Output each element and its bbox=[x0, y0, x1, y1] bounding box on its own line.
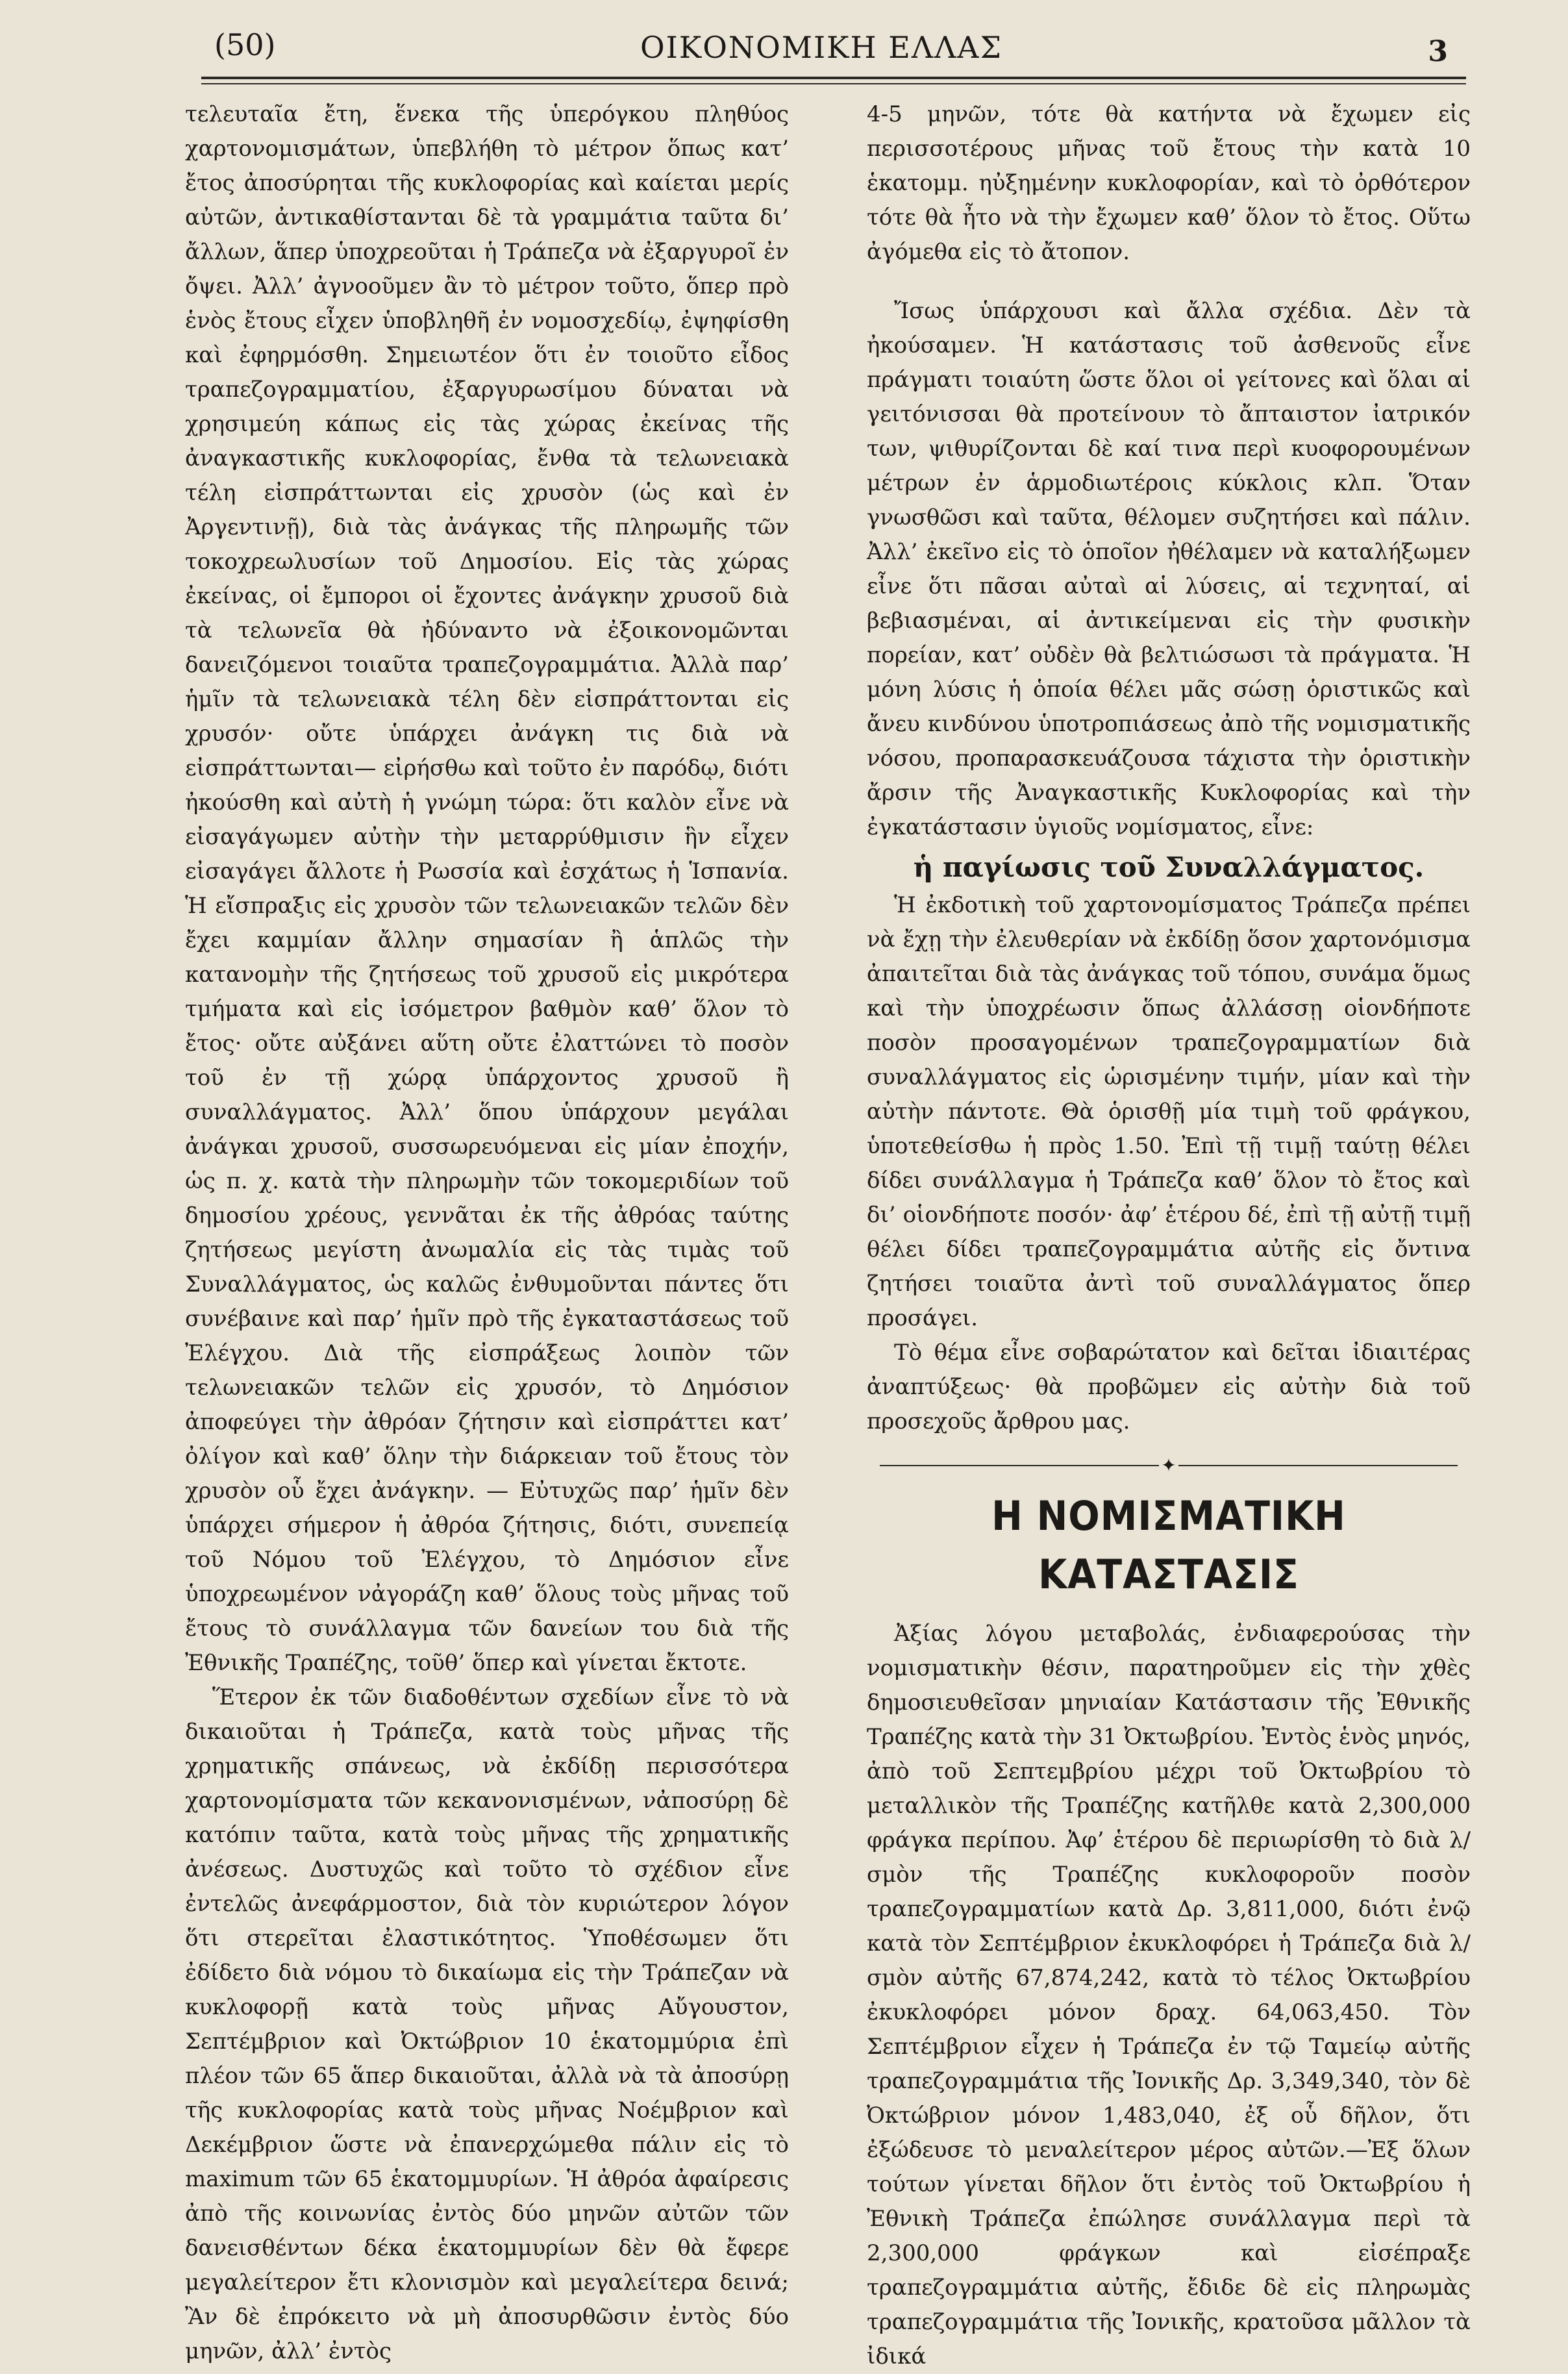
page-number: 3 bbox=[1428, 35, 1448, 68]
left-paragraph-2: Ἕτερον ἐκ τῶν διαδοθέντων σχεδίων εἶνε τὸ νὰ δικαιοῦται ἡ Τράπεζα, κατὰ τοὺς μῆνας τῆς χρηματικῆς σπάνεως, νὰ ἐκδίδῃ περισσότερα χαρτονομίσματα τῶν κεκανονισμένων, νἀποσύρῃ δὲ κατόπιν ταῦτα, κατὰ τοὺς μῆνας τῆς χρηματικῆς ἀνέσεως. Δυστυχῶς καὶ τοῦτο τὸ σχέδιον εἶνε ἐντελῶς ἀνεφάρμοστον, διὰ τὸν κυριώτερον λόγον ὅτι στερεῖται ἐλαστικότητος. Ὑποθέσωμεν ὅτι ἐδίδετο διὰ νόμου τὸ δικαίωμα εἰς τὴν Τράπεζαν νὰ κυκλοφορῇ κατὰ τοὺς μῆνας Αὔγουστον, Σεπτέμβριον καὶ Ὀκτώβριον 10 ἑκατομμύρια ἐπὶ πλέον τῶν 65 ἅπερ δικαιοῦται, ἀλλὰ νὰ τὰ ἀποσύρῃ τῆς κυκλοφορίας κατὰ τοὺς μῆνας Νοέμβριον καὶ Δεκέμβριον ὥστε νὰ ἐπανερχώμεθα πάλιν εἰς τὸ maximum τῶν 65 ἑκατομμυρίων. Ἡ ἀθρόα ἀφαίρεσις ἀπὸ τῆς κοινωνίας ἐντὸς δύο μηνῶν αὐτῶν τῶν δανεισθέντων δέκα ἑκατομμυρίων δὲν θὰ ἔφερε μεγαλείτερον ἔτι κλονισμὸν καὶ μεγαλείτερα δεινά; Ἂν δὲ ἐπρόκειτο νὰ μὴ ἀποσυρθῶσιν ἐντὸς δύο μηνῶν, ἀλλ’ ἐντὸς bbox=[185, 1684, 789, 2364]
divider-ornament-icon: ✦ bbox=[1159, 1456, 1178, 1475]
journal-title: ΟΙΚΟΝΟΜΙΚΗ ΕΛΛΑΣ bbox=[640, 30, 1003, 65]
right-paragraph-2: Ἴσως ὑπάρχουσι καὶ ἄλλα σχέδια. Δὲν τὰ ἠκούσαμεν. Ἡ κατάστασις τοῦ ἀσθενοῦς εἶνε πράγματι τοιαύτη ὥστε ὅλοι οἱ γείτονες καὶ ὅλαι αἱ γειτόνισσαι θὰ προτείνουν τὸ ἄπταιστον ἰατρικόν των, ψιθυρίζονται δὲ καί τινα περὶ κυοφορουμένων μέτρων ἐν ἁρμοδιωτέροις κύκλοις κλπ. Ὅταν γνωσθῶσι καὶ ταῦτα, θέλομεν συζητήσει καὶ πάλιν. Ἀλλ’ ἐκεῖνο εἰς τὸ ὁποῖον ἠθέλαμεν νὰ καταλήξωμεν εἶνε ὅτι πᾶσαι αὐταὶ αἱ λύσεις, αἱ τεχνηταί, αἱ βεβιασμέναι, αἱ ἀντικείμεναι εἰς τὴν φυσικὴν πορείαν, κατ’ οὐδὲν θὰ βελτιώσωσι τὰ πράγματα. Ἡ μόνη λύσις ἡ ὁποία θέλει μᾶς σώσῃ ὁριστικῶς καὶ ἄνευ κινδύνου ὑποτροπιάσεως ἀπὸ τῆς νομισματικῆς νόσου, προπαρασκευάζουσα τάχιστα τὴν ὁριστικὴν ἄρσιν τῆς Ἀναγκαστικῆς Κυκλοφορίας καὶ τὴν ἐγκατάστασιν ὑγιοῦς νομίσματος, εἶνε: bbox=[867, 298, 1471, 840]
article-title: Η ΝΟΜΙΣΜΑΤΙΚΗ ΚΑΤΑΣΤΑΣΙΣ bbox=[991, 1492, 1346, 1598]
header-rule-thin bbox=[201, 83, 1466, 84]
left-column bbox=[185, 97, 789, 2369]
section-subheading: ἡ παγίωσις τοῦ Συναλλάγματος. bbox=[913, 851, 1425, 883]
right-paragraph-3: Ἡ ἐκδοτικὴ τοῦ χαρτονομίσματος Τράπεζα πρέπει νὰ ἔχῃ τὴν ἐλευθερίαν νὰ ἐκδίδῃ ὅσον χαρτονόμισμα ἀπαιτεῖται διὰ τὰς ἀνάγκας τοῦ τόπου, συνάμα ὅμως καὶ τὴν ὑποχρέωσιν ὅπως ἀλλάσσῃ οἱονδήποτε ποσὸν προσαγομένων τραπεζογραμματίων διὰ συναλλάγματος εἰς ὡρισμένην τιμήν, μίαν καὶ τὴν αὐτὴν πάντοτε. Θὰ ὁρισθῇ μία τιμὴ τοῦ φράγκου, ὑποτεθείσθω ἡ πρὸς 1.50. Ἐπὶ τῇ τιμῇ ταύτῃ θέλει δίδει συνάλλαγμα ἡ Τράπεζα καθ’ ὅλον τὸ ἔτος καὶ δι’ οἱονδήποτε ποσόν· ἀφ’ ἑτέρου δέ, ἐπὶ τῇ αὐτῇ τιμῇ θέλει δίδει τραπεζογραμμάτια αὐτῆς εἰς ὄντινα ζητήσει τοιαῦτα ἀντὶ τοῦ συναλλάγματος ὅπερ προσάγει. bbox=[867, 892, 1471, 1331]
page-header bbox=[195, 25, 1448, 77]
right-paragraph-4: Τὸ θέμα εἶνε σοβαρώτατον καὶ δεῖται ἰδιαιτέρας ἀναπτύξεως· θὰ προβῶμεν εἰς αὐτὴν διὰ τοῦ προσεχοῦς ἄρθρου μας. bbox=[867, 1340, 1471, 1434]
right-column bbox=[867, 97, 1471, 2374]
left-paragraph-1: τελευταῖα ἔτη, ἕνεκα τῆς ὑπερόγκου πληθύος χαρτονομισμάτων, ὑπεβλήθη τὸ μέτρον ὅπως κατ’ ἔτος ἀποσύρηται τῆς κυκλοφορίας καὶ καίεται μερίς αὐτῶν, ἀντικαθίστανται δὲ τὰ γραμμάτια ταῦτα δι’ ἄλλων, ἅπερ ὑποχρεοῦται ἡ Τράπεζα νὰ ἐξαργυροῖ ἐν ὄψει. Ἀλλ’ ἀγνοοῦμεν ἂν τὸ μέτρον τοῦτο, ὅπερ πρὸ ἑνὸς ἔτους εἶχεν ὑποβληθῆ ἐν νομοσχεδίῳ, ἐψηφίσθη καὶ ἐφηρμόσθη. Σημειωτέον ὅτι ἐν τοιοῦτο εἶδος τραπεζογραμματίου, ἐξαργυρωσίμου δύναται νὰ χρησιμεύη κάπως εἰς τὰς χώρας ἐκείνας τῆς ἀναγκαστικῆς κυκλοφορίας, ἔνθα τὰ τελωνειακὰ τέλη εἰσπράττωνται εἰς χρυσὸν (ὡς καὶ ἐν Ἀργεντινῇ), διὰ τὰς ἀνάγκας τῆς πληρωμῆς τῶν τοκοχρεωλυσίων τοῦ Δημοσίου. Εἰς τὰς χώρας ἐκείνας, οἱ ἔμποροι οἱ ἔχοντες ἀνάγκην χρυσοῦ διὰ τὰ τελωνεῖα θὰ ἠδύναντο νὰ ἐξοικονομῶνται δανειζόμενοι τοιαῦτα τραπεζογραμμάτια. Ἀλλὰ παρ’ ἡμῖν τὰ τελωνειακὰ τέλη δὲν εἰσπράττονται εἰς χρυσόν· οὔτε ὑπάρχει ἀνάγκη τις διὰ νὰ εἰσπράττωνται— εἰρήσθω καὶ τοῦτο ἐν παρόδῳ, διότι ἠκούσθη καὶ αὐτὴ ἡ γνώμη τώρα: ὅτι καλὸν εἶνε νὰ εἰσαγάγωμεν αὐτὴν τὴν μεταρρύθμισιν ἣν εἶχεν εἰσαγάγει ἄλλοτε ἡ Ρωσσία καὶ ἐσχάτως ἡ Ἱσπανία. Ἡ εἴσπραξις εἰς χρυσὸν τῶν τελωνειακῶν τελῶν δὲν ἔχει καμμίαν ἄλλην σημασίαν ἢ ἁπλῶς τὴν κατανομὴν τῆς ζητήσεως τοῦ χρυσοῦ εἰς μικρότερα τμήματα καὶ εἰς ἰσόμετρον βαθμὸν καθ’ ὅλον τὸ ἔτος· οὔτε αὐξάνει αὕτη οὔτε ἐλαττώνει τὸ ποσὸν τοῦ ἐν τῇ χώρᾳ ὑπάρχοντος χρυσοῦ ἢ συναλλάγματος. Ἀλλ’ ὅπου ὑπάρχουν μεγάλαι ἀνάγκαι χρυσοῦ, συσσωρευόμεναι εἰς μίαν ἐποχήν, ὡς π. χ. κατὰ τὴν πληρωμὴν τῶν τοκομεριδίων τοῦ δημοσίου χρέους, γεννᾶται ἐκ τῆς ἀθρόας ταύτης ζητήσεως μεγίστη ἀνωμαλία εἰς τὰς τιμὰς τοῦ Συναλλάγματος, ὡς καλῶς ἐνθυμοῦνται πάντες ὅτι συνέβαινε καὶ παρ’ ἡμῖν πρὸ τῆς ἐγκαταστάσεως τοῦ Ἐλέγχου. Διὰ τῆς εἰσπράξεως λοιπὸν τῶν τελωνειακῶν τελῶν εἰς χρυσόν, τὸ Δημόσιον ἀποφεύγει τὴν ἀθρόαν ζήτησιν καὶ εἰσπράττει κατ’ ὀλίγον καὶ καθ’ ὅλην τὴν διάρκειαν τοῦ ἔτους τὸν χρυσὸν οὗ ἔχει ἀνάγκην. — Εὐτυχῶς παρ’ ἡμῖν δὲν ὑπάρχει σήμερον ἡ ἀθρόα ζήτησις, διότι, συνεπείᾳ τοῦ Νόμου τοῦ Ἐλέγχου, τὸ Δημόσιον εἶνε ὑποχρεωμένον νἀγοράζη καθ’ ὅλους τοὺς μῆνας τοῦ ἔτους τὸ συνάλλαγμα τῶν δανείων του διὰ τῆς Ἐθνικῆς Τραπέζης, τοῦθ’ ὅπερ καὶ γίνεται ἔκτοτε. bbox=[185, 101, 789, 1676]
article-divider bbox=[867, 1456, 1471, 1475]
page-code: (50) bbox=[214, 27, 276, 62]
header-rule-thick bbox=[201, 77, 1466, 79]
article-paragraph: Ἀξίας λόγου μεταβολάς, ἐνδιαφερούσας τὴν νομισματικὴν θέσιν, παρατηροῦμεν εἰς τὴν χθὲς δημοσιευθεῖσαν μηνιαίαν Κατάστασιν τῆς Ἐθνικῆς Τραπέζης κατὰ τὴν 31 Ὀκτωβρίου. Ἐντὸς ἑνὸς μηνός, ἀπὸ τοῦ Σεπτεμβρίου μέχρι τοῦ Ὀκτωβρίου τὸ μεταλλικὸν τῆς Τραπέζης κατῆλθε κατὰ 2,300,000 φράγκα περίπου. Ἀφ’ ἑτέρου δὲ περιωρίσθη τὸ διὰ λ/σμὸν τῆς Τραπέζης κυκλοφοροῦν ποσὸν τραπεζογραμματίων κατὰ Δρ. 3,811,000, διότι ἐνῷ κατὰ τὸν Σεπτέμβριον ἐκυκλοφόρει ἡ Τράπεζα διὰ λ/σμὸν αὐτῆς 67,874,242, κατὰ τὸ τέλος Ὀκτωβρίου ἐκυκλοφόρει μόνον δραχ. 64,063,450. Τὸν Σεπτέμβριον εἶχεν ἡ Τράπεζα ἐν τῷ Ταμείῳ αὐτῆς τραπεζογραμμάτια τῆς Ἰονικῆς Δρ. 3,349,340, τὸν δὲ Ὀκτώβριον μόνον 1,483,040, ἐξ οὗ δῆλον, ὅτι ἐξώδευσε τὸ μεναλείτερον μέρος αὐτῶν.—Ἐξ ὅλων τούτων γίνεται δῆλον ὅτι ἐντὸς τοῦ Ὀκτωβρίου ἡ Ἐθνικὴ Τράπεζα ἐπώλησε συνάλλαγμα περὶ τὰ 2,300,000 φράγκων καὶ εἰσέπραξε τραπεζογραμμάτια αὐτῆς, ἔδιδε δὲ εἰς πληρωμὰς τραπεζογραμμάτια τῆς Ἰονικῆς, κρατοῦσα μᾶλλον τὰ ἰδικά bbox=[867, 1621, 1471, 2369]
right-paragraph-1: 4-5 μηνῶν, τότε θὰ κατήντα νὰ ἔχωμεν εἰς περισσοτέρους μῆνας τοῦ ἔτους τὴν κατὰ 10 ἑκατομμ. ηὐξημένην κυκλοφορίαν, καὶ τὸ ὀρθότερον τότε θὰ ἦτο νὰ τὴν ἔχωμεν καθ’ ὅλον τὸ ἔτος. Οὕτω ἀγόμεθα εἰς τὸ ἄτοπον. bbox=[867, 101, 1471, 265]
